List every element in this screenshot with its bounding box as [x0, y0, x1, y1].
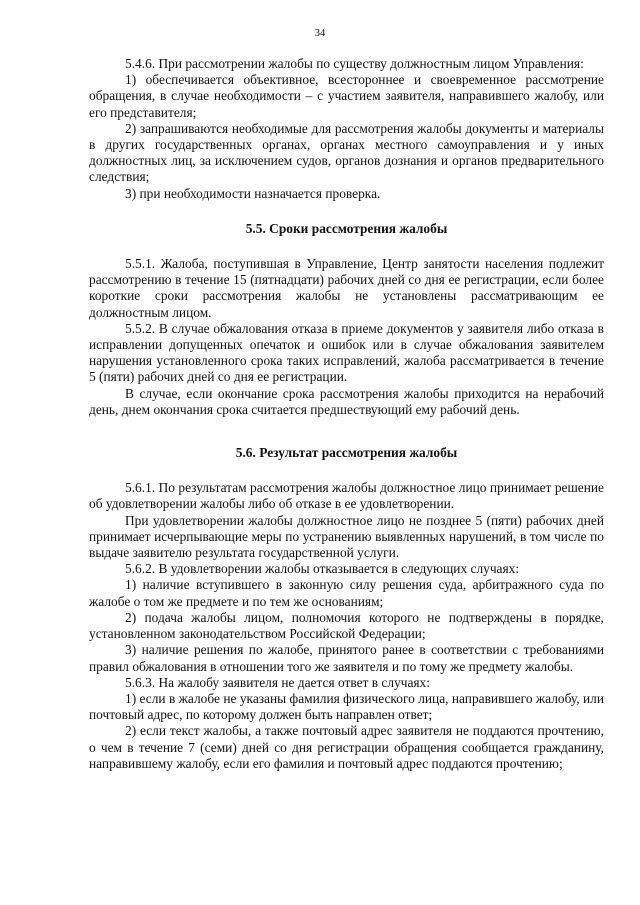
paragraph-5-5-2: 5.5.2. В случае обжалования отказа в приеме документов у заявителя либо отказа в исправлении допущенных опечаток и ошибок или в случае обжалования заявителем нарушения установленного срока таких исправлений, жалоба рассматривается в течение 5 (пяти) рабочих дней со дня ее регистрации. — [89, 320, 604, 385]
paragraph-5-5-2-nonworking-day: В случае, если окончание срока рассмотрения жалобы приходится на нерабочий день, днем окончания срока считается предшествующий ему рабочий день. — [89, 385, 604, 417]
paragraph-5-6-1-satisfaction: При удовлетворении жалобы должностное лицо не позднее 5 (пяти) рабочих дней принимает исчерпывающие меры по устранению выявленных нарушений, в том числе по выдаче заявителю результата государственной услуги. — [89, 512, 604, 561]
paragraph-5-4-6-item-3: 3) при необходимости назначается проверка. — [125, 185, 381, 201]
paragraph-5-6-3: 5.6.3. На жалобу заявителя не дается ответ в случаях: — [125, 674, 430, 690]
section-heading-5-5: 5.5. Сроки рассмотрения жалобы — [245, 220, 448, 236]
paragraph-5-4-6-item-1: 1) обеспечивается объективное, всестороннее и своевременное рассмотрение обращения, в случае необходимости – с участием заявителя, направившего жалобу, или его представителя; — [89, 72, 604, 120]
paragraph-5-6-3-item-2: 2) если текст жалобы, а также почтовый адрес заявителя не поддаются прочтению, о чем в течение 7 (семи) дней со дня регистрации обращения сообщается гражданину, направившему жалобу, если его фамилия и почтовый адрес поддаются прочтению; — [89, 723, 604, 771]
paragraph-5-5-1: 5.5.1. Жалоба, поступившая в Управление, Центр занятости населения подлежит рассмотрению в течение 15 (пятнадцати) рабочих дней со дня ее регистрации, если более короткие сроки рассмотрения жалобы не установлены рассматривающим ее должностным лицом. — [89, 256, 604, 320]
paragraph-5-6-2-item-3: 3) наличие решения по жалобе, принятого ранее в соответствии с требованиями правил обжалования в отношении того же заявителя и по тому же предмету жалобы. — [89, 642, 604, 674]
paragraph-5-4-6-item-2: 2) запрашиваются необходимые для рассмотрения жалобы документы и материалы в других государственных органах, органах местного самоуправления и у иных должностных лиц, за исключением судов, органов дознания и органов предварительного следствия; — [89, 120, 604, 185]
paragraph-5-6-3-item-1: 1) если в жалобе не указаны фамилия физического лица, направившего жалобу, или почтовый адрес, по которому должен быть направлен ответ; — [89, 690, 604, 723]
document-body — [89, 56, 604, 772]
paragraph-5-4-6: 5.4.6. При рассмотрении жалобы по существу должностным лицом Управления: — [125, 56, 584, 71]
page-number: 34 — [314, 28, 326, 39]
paragraph-5-6-2-item-2: 2) подача жалобы лицом, полномочия которого не подтверждены в порядке, установленном законодательством Российской Федерации; — [89, 609, 604, 642]
paragraph-5-6-2: 5.6.2. В удовлетворении жалобы отказывается в следующих случаях: — [125, 561, 520, 577]
paragraph-5-6-2-item-1: 1) наличие вступившего в законную силу решения суда, арбитражного суда по жалобе о том же предмете и по тем же основаниям; — [89, 577, 604, 609]
section-heading-5-6: 5.6. Результат рассмотрения жалобы — [235, 445, 458, 461]
paragraph-5-6-1: 5.6.1. По результатам рассмотрения жалобы должностное лицо принимает решение об удовлетворении жалобы либо об отказе в ее удовлетворении. — [89, 480, 604, 512]
